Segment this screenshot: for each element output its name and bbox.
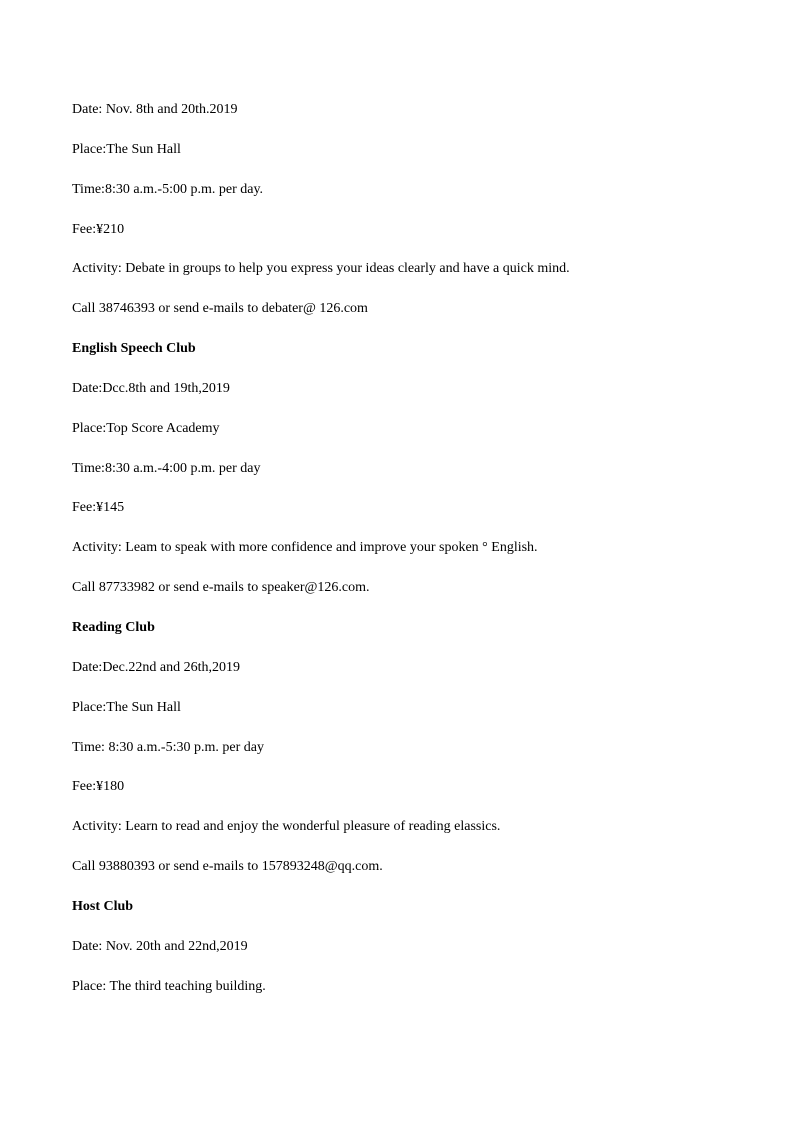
reading-time-line: Time: 8:30 a.m.-5:30 p.m. per day [72, 739, 264, 755]
document-content [72, 101, 722, 1017]
reading-activity-line: Activity: Learn to read and enjoy the wonderful pleasure of reading elassics. [72, 819, 501, 835]
speech-activity-line: Activity: Leam to speak with more confidence and improve your spoken ° English. [72, 540, 538, 556]
speech-fee-line: Fee:¥145 [72, 500, 125, 516]
reading-contact-line: Call 93880393 or send e-mails to 157893248@qq.com. [72, 859, 383, 875]
host-place-line: Place: The third teaching building. [72, 978, 266, 994]
speech-time-line: Time:8:30 a.m.-4:00 p.m. per day [72, 460, 261, 476]
speech-place-line: Place:Top Score Academy [72, 420, 220, 436]
host-date-line: Date: Nov. 20th and 22nd,2019 [72, 938, 248, 954]
debate-activity-line: Activity: Debate in groups to help you express your ideas clearly and have a quick mind. [72, 261, 570, 277]
debate-fee-line: Fee:¥210 [72, 221, 125, 237]
speech-contact-line: Call 87733982 or send e-mails to speaker@126.com. [72, 580, 370, 596]
section-heading-english-speech-club: English Speech Club [72, 341, 196, 357]
section-heading-reading-club: Reading Club [72, 619, 155, 635]
speech-date-line: Date:Dcc.8th and 19th,2019 [72, 380, 230, 396]
reading-fee-line: Fee:¥180 [72, 779, 125, 795]
section-heading-host-club: Host Club [72, 898, 134, 914]
debate-time-line: Time:8:30 a.m.-5:00 p.m. per day. [72, 181, 264, 197]
reading-place-line: Place:The Sun Hall [72, 699, 181, 715]
debate-contact-line: Call 38746393 or send e-mails to debater@ 126.com [72, 301, 368, 317]
reading-date-line: Date:Dec.22nd and 26th,2019 [72, 659, 240, 675]
debate-date-line: Date: Nov. 8th and 20th.2019 [72, 102, 238, 117]
debate-place-line: Place:The Sun Hall [72, 141, 181, 157]
